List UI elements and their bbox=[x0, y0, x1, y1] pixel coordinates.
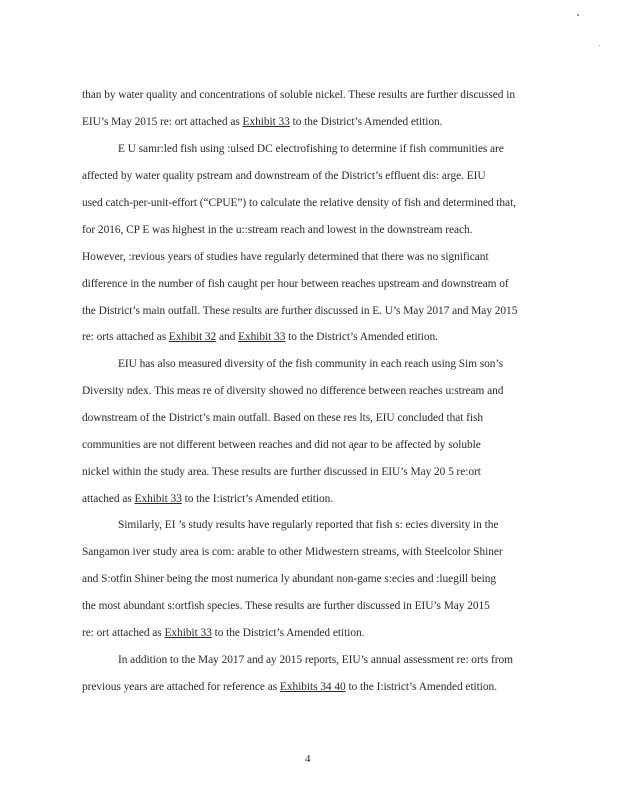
exhibit-link[interactable]: Exhibits 34 40 bbox=[279, 681, 346, 693]
body-line: re: orts attached as Exhibit 32 and Exhibit 33 to the District’s Amended etition. bbox=[82, 331, 438, 343]
body-line: E U samr:led fish using :ulsed DC electrofishing to determine if fish communities are bbox=[118, 143, 504, 155]
body-line: used catch-per-unit-effort (“CPUE”) to calculate the relative density of fish and determined that, bbox=[82, 197, 516, 209]
body-line: downstream of the District’s main outfall. Based on these res lts, EIU concluded that fish bbox=[82, 412, 484, 424]
scan-speck bbox=[577, 14, 579, 16]
body-line: the District’s main outfall. These results are further discussed in E. U’s May 2017 and May 2015 bbox=[82, 305, 518, 317]
body-line: attached as Exhibit 33 to the I:istrict’s Amended etition. bbox=[82, 493, 334, 505]
body-line: EIU has also measured diversity of the fish community in each reach using Sim son’s bbox=[118, 358, 503, 370]
body-line: In addition to the May 2017 and ay 2015 reports, EIU’s annual assessment re: orts from bbox=[118, 654, 513, 666]
body-line: difference in the number of fish caught per hour between reaches upstream and downstream of bbox=[82, 278, 509, 290]
body-line: Sangamon iver study area is com: arable to other Midwestern streams, with Steelcolor Shiner bbox=[82, 546, 503, 558]
body-line: Similarly, EI ’s study results have regularly reported that fish s: ecies diversity in the bbox=[118, 519, 499, 531]
body-line: the most abundant s:ortfish species. These results are further discussed in EIU’s May 2015 bbox=[82, 600, 490, 612]
exhibit-link[interactable]: Exhibit 33 bbox=[238, 331, 286, 343]
body-line: than by water quality and concentrations of soluble nickel. These results are further discussed in bbox=[82, 89, 515, 101]
body-line: affected by water quality pstream and downstream of the District’s effluent dis: arge. EIU bbox=[82, 170, 486, 182]
body-line: previous years are attached for reference as Exhibits 34 40 to the I:istrict’s Amended etition. bbox=[82, 681, 497, 693]
body-line: re: ort attached as Exhibit 33 to the District’s Amended etition. bbox=[82, 627, 365, 639]
exhibit-link[interactable]: Exhibit 33 bbox=[242, 116, 290, 128]
exhibit-link[interactable]: Exhibit 33 bbox=[134, 493, 182, 505]
exhibit-link[interactable]: Exhibit 33 bbox=[164, 627, 212, 639]
body-line: and S:otfin Shiner being the most numerica ly abundant non-game s:ecies and :luegill being bbox=[82, 573, 497, 585]
scan-speck bbox=[599, 45, 600, 46]
exhibit-link[interactable]: Exhibit 32 bbox=[168, 331, 217, 343]
body-line: for 2016, CP E was highest in the u::stream reach and lowest in the downstream reach. bbox=[82, 224, 473, 236]
body-line: nickel within the study area. These results are further discussed in EIU’s May 20 5 re:ort bbox=[82, 466, 481, 478]
body-line: EIU’s May 2015 re: ort attached as Exhibit 33 to the District’s Amended etition. bbox=[82, 116, 443, 128]
page-number: 4 bbox=[305, 753, 311, 765]
body-line: communities are not different between reaches and did not a̧̧ear to be affected by soluble bbox=[82, 439, 481, 451]
body-line: Diversity ndex. This meas re of diversity showed no difference between reaches u:stream and bbox=[82, 385, 504, 397]
body-line: However, :revious years of studies have regularly determined that there was no significant bbox=[82, 251, 489, 263]
